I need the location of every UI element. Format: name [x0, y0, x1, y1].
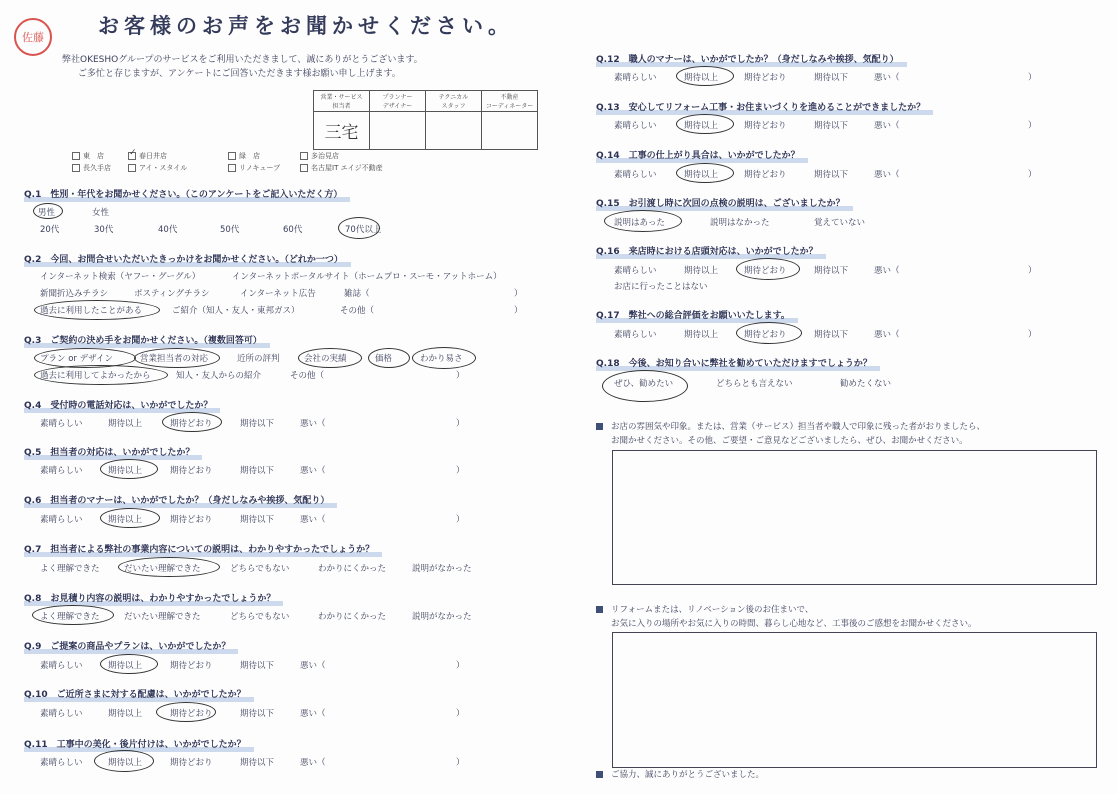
option[interactable]: 期待どおり	[170, 419, 213, 429]
option[interactable]: 悪い（	[300, 661, 326, 671]
answer-circle	[338, 217, 380, 239]
option[interactable]: わかりにくかった	[318, 612, 387, 622]
answer-circle	[156, 702, 216, 722]
question-9: Q.9 ご提案の商品やプランは、いかがでしたか？	[24, 639, 230, 652]
option: ）	[1028, 330, 1037, 340]
answer-circle	[676, 66, 734, 86]
option[interactable]: 期待どおり	[744, 73, 787, 83]
question-5: Q.5 担当者の対応は、いかがでしたか？	[24, 445, 194, 458]
option[interactable]: 期待以下	[240, 515, 275, 525]
option[interactable]: 素晴らしい	[40, 466, 83, 476]
answer-circle	[736, 258, 800, 280]
option[interactable]: 素晴らしい	[614, 266, 657, 276]
option[interactable]: 期待どおり	[744, 266, 787, 276]
option: ）	[456, 661, 465, 671]
option[interactable]: 価格	[375, 354, 393, 364]
option[interactable]: 素晴らしい	[614, 121, 657, 131]
option[interactable]: 悪い（	[874, 73, 900, 83]
question-7: Q.7 担当者による弊社の事業内容についての説明は、わかりやすかったでしょうか？	[24, 542, 374, 555]
option[interactable]: 期待以上	[684, 73, 719, 83]
option[interactable]: その他（	[340, 306, 375, 316]
handwritten-name: 三宅	[324, 123, 359, 143]
option[interactable]: 女性	[92, 208, 110, 218]
answer-circle	[736, 322, 802, 344]
page-title: お客様のお声をお聞かせください。	[98, 14, 514, 38]
store-label: 東 店	[83, 152, 104, 160]
question-12: Q.12 職人のマナーは、いかがでしたか？（身だしなみや挨拶、気配り）	[596, 52, 899, 65]
option[interactable]: 期待以上	[108, 758, 143, 768]
option[interactable]: 期待以下	[240, 419, 275, 429]
option[interactable]: 素晴らしい	[40, 758, 83, 768]
staff-header-realestate: 不動産 コーディネーター	[482, 91, 538, 112]
square-bullet-icon	[596, 771, 603, 778]
option[interactable]: どちらでもない	[230, 612, 290, 622]
option[interactable]: 素晴らしい	[614, 330, 657, 340]
option[interactable]: わかり易さ	[420, 354, 463, 364]
staff-realestate-cell[interactable]	[482, 112, 538, 150]
option[interactable]: 期待どおり	[170, 709, 213, 719]
option[interactable]: 営業担当者の対応	[140, 354, 209, 364]
comment-prompt-1: お店の雰囲気や印象。または、営業（サービス）担当者や職人で印象に残った者がおりましたら、 お聞かせください。その他、ご要望・ご意見などございましたら、ぜひ、お聞かせください。	[596, 420, 985, 448]
answer-circle	[100, 508, 160, 528]
answer-circle	[34, 365, 168, 385]
option[interactable]: ポスティングチラシ	[134, 289, 210, 299]
staff-header-technical: テクニカル スタッフ	[426, 91, 482, 112]
answer-circle	[34, 300, 160, 320]
answer-circle	[100, 459, 158, 479]
store-label: 春日井店	[139, 152, 167, 160]
option[interactable]: 素晴らしい	[614, 170, 657, 180]
answer-circle	[94, 750, 154, 772]
question-15: Q.15 お引渡し時に次回の点検の説明は、ございましたか？	[596, 196, 845, 209]
option[interactable]: 期待どおり	[170, 758, 213, 768]
option[interactable]: 過去に利用したことがある	[40, 306, 143, 316]
answer-circle	[676, 163, 734, 183]
option[interactable]: 過去に利用してよかったから	[40, 371, 151, 381]
square-bullet-icon	[596, 606, 603, 613]
option[interactable]: ぜひ、勧めたい	[614, 379, 674, 389]
option[interactable]: プラン or デザイン	[40, 354, 114, 364]
staff-header-planner: プランナー デザイナー	[370, 91, 426, 112]
option[interactable]: 素晴らしい	[40, 709, 83, 719]
option[interactable]: よく理解できた	[40, 564, 100, 574]
option[interactable]: 期待以上	[108, 466, 143, 476]
comment-box-2[interactable]	[612, 632, 1097, 768]
option[interactable]: 悪い（	[300, 515, 326, 525]
option[interactable]: 期待以上	[108, 661, 143, 671]
option[interactable]: 悪い（	[300, 709, 326, 719]
answer-circle	[118, 557, 220, 577]
option[interactable]: 70代以上	[345, 225, 382, 235]
answer-circle	[412, 347, 476, 369]
option[interactable]: インターネット広告	[240, 289, 316, 299]
option[interactable]: 期待以上	[684, 266, 719, 276]
square-bullet-icon	[596, 423, 603, 430]
option[interactable]: 期待以下	[814, 73, 849, 83]
option[interactable]: 期待以上	[684, 121, 719, 131]
store-label: 緑 店	[239, 152, 260, 160]
question-17: Q.17 弊社への総合評価をお願いいたします。	[596, 308, 790, 321]
option[interactable]: 素晴らしい	[40, 515, 83, 525]
option[interactable]: 50代	[220, 225, 240, 235]
staff-header-sales: 営業・サービス 担当者	[314, 91, 370, 112]
question-6: Q.6 担当者のマナーは、いかがでしたか？（身だしなみや挨拶、気配り）	[24, 493, 329, 506]
option: ）	[1028, 170, 1037, 180]
option[interactable]: インターネットポータルサイト（ホームプロ・スーモ・アットホーム）	[232, 272, 502, 282]
question-14: Q.14 工事の仕上がり具合は、いかがでしたか？	[596, 148, 800, 161]
question-13: Q.13 安心してリフォーム工事・お住まいづくりを進めることができましたか？	[596, 100, 925, 113]
option[interactable]: 期待どおり	[744, 121, 787, 131]
question-18: Q.18 今後、お知り合いに弊社を勧めていただけますでしょうか？	[596, 356, 872, 369]
option[interactable]: 期待以下	[814, 170, 849, 180]
store-checkbox[interactable]	[300, 163, 383, 173]
option[interactable]: 悪い（	[874, 121, 900, 131]
option[interactable]: 悪い（	[300, 758, 326, 768]
option[interactable]: 30代	[94, 225, 114, 235]
option[interactable]: 期待以上	[108, 515, 143, 525]
option[interactable]: 説明はあった	[614, 218, 665, 228]
option[interactable]: 期待以下	[240, 758, 275, 768]
option[interactable]: 期待以上	[684, 170, 719, 180]
option[interactable]: 40代	[158, 225, 178, 235]
store-checkbox[interactable]	[228, 163, 280, 173]
question-3: Q.3 ご契約の決め手をお聞かせください。（複数回答可）	[24, 333, 262, 346]
option[interactable]: 悪い（	[874, 170, 900, 180]
option[interactable]: 60代	[283, 225, 303, 235]
option: ）	[456, 419, 465, 429]
closing-message: ご協力、誠にありがとうございました。	[596, 768, 764, 782]
option[interactable]: 期待以上	[108, 419, 143, 429]
option[interactable]: 期待以下	[240, 709, 275, 719]
option[interactable]: 男性	[38, 208, 56, 218]
option[interactable]: 期待どおり	[744, 170, 787, 180]
question-4: Q.4 受付時の電話対応は、いかがでしたか？	[24, 398, 212, 411]
option[interactable]: 期待以下	[814, 121, 849, 131]
staff-table	[313, 90, 538, 150]
question-11: Q.11 工事中の美化・後片付けは、いかがでしたか？	[24, 737, 246, 750]
answer-circle	[602, 370, 688, 402]
seal-stamp: 佐藤	[14, 18, 52, 56]
option[interactable]: 説明がなかった	[412, 612, 472, 622]
option[interactable]: 雑誌（	[344, 289, 370, 299]
option[interactable]: わかりにくかった	[318, 564, 387, 574]
option[interactable]: お店に行ったことはない	[614, 282, 708, 292]
option: ）	[1028, 266, 1037, 276]
store-checkbox[interactable]: ✓ 春日井店	[129, 148, 167, 160]
option[interactable]: 期待以下	[814, 266, 849, 276]
option[interactable]: よく理解できた	[40, 612, 100, 622]
option[interactable]: 期待以下	[240, 661, 275, 671]
intro-line-1: 弊社OKESHOグループのサービスをご利用いただきまして、誠にありがとうございます。	[62, 55, 423, 65]
option[interactable]: 20代	[40, 225, 60, 235]
option[interactable]: 説明はなかった	[710, 218, 770, 228]
option[interactable]: 悪い（	[874, 330, 900, 340]
option[interactable]: 素晴らしい	[614, 73, 657, 83]
option[interactable]: 説明がなかった	[412, 564, 472, 574]
option[interactable]: 期待どおり	[744, 330, 787, 340]
option[interactable]: 期待以下	[814, 330, 849, 340]
answer-circle	[162, 412, 222, 432]
option[interactable]: だいたい理解できた	[124, 564, 201, 574]
option: ）	[456, 758, 465, 768]
question-2: Q.2 今回、お問合せいただいたきっかけをお聞かせください。（どれか一つ）	[24, 252, 343, 265]
option[interactable]: 期待以上	[684, 330, 719, 340]
option[interactable]: 勧めたくない	[840, 379, 892, 389]
answer-circle	[100, 654, 158, 674]
answer-circle	[676, 114, 734, 134]
option[interactable]: 素晴らしい	[40, 661, 83, 671]
store-label: アイ・スタイル	[139, 164, 188, 172]
store-label: 名古屋IT エイジ不動産	[311, 164, 383, 172]
option[interactable]: その他（	[290, 371, 325, 381]
answer-circle	[32, 605, 114, 625]
option[interactable]: 期待以上	[108, 709, 143, 719]
comment-prompt-2: リフォームまたは、リノベーション後のお住まいで、 お気に入りの場所やお気に入りの時間、暮らし心地など、工事後のご感想をお聞かせください。	[596, 603, 977, 631]
option[interactable]: ご紹介（知人・友人・東邦ガス）	[172, 306, 300, 316]
option: ）	[1028, 73, 1037, 83]
staff-technical-cell[interactable]	[426, 112, 482, 150]
option[interactable]: 素晴らしい	[40, 419, 83, 429]
option[interactable]: インターネット検索（ヤフー・グーグル）	[40, 272, 201, 282]
option: ）	[456, 515, 465, 525]
option[interactable]: 悪い（	[874, 266, 900, 276]
option[interactable]: 期待以下	[240, 466, 275, 476]
option[interactable]: どちらでもない	[230, 564, 290, 574]
option[interactable]: 期待どおり	[170, 661, 213, 671]
store-checkbox[interactable]	[300, 151, 339, 161]
option[interactable]: 近所の評判	[237, 354, 280, 364]
store-checkbox[interactable]	[228, 151, 260, 161]
question-8: Q.8 お見積り内容の説明は、わかりやすかったでしょうか？	[24, 591, 275, 604]
staff-planner-cell[interactable]	[370, 112, 426, 150]
question-16: Q.16 来店時における店頭対応は、いかがでしたか？	[596, 244, 818, 257]
option[interactable]: 悪い（	[300, 419, 326, 429]
answer-circle	[298, 348, 362, 368]
intro-line-2: ご多忙と存じますが、アンケートにご回答いただきます様お願い申し上げます。	[78, 69, 401, 79]
option: ）	[514, 289, 523, 299]
option: ）	[514, 306, 523, 316]
option[interactable]: 悪い（	[300, 466, 326, 476]
option[interactable]: 知人・友人からの紹介	[176, 371, 262, 381]
option[interactable]: だいたい理解できた	[124, 612, 201, 622]
option: ）	[456, 371, 465, 381]
answer-circle	[33, 203, 63, 219]
question-10: Q.10 ご近所さまに対する配慮は、いかがでしたか？	[24, 687, 246, 700]
store-checkbox[interactable]	[72, 163, 111, 173]
store-label: 多治見店	[311, 152, 339, 160]
staff-sales-name[interactable]	[314, 112, 370, 150]
comment-box-1[interactable]	[612, 450, 1097, 585]
option[interactable]: 会社の実績	[304, 354, 347, 364]
option: ）	[1028, 121, 1037, 131]
option: ）	[456, 709, 465, 719]
answer-circle	[368, 348, 410, 368]
option[interactable]: 期待どおり	[170, 466, 213, 476]
answer-circle	[134, 348, 220, 368]
store-checkbox[interactable]	[128, 163, 187, 173]
store-checkbox[interactable]	[72, 151, 104, 161]
option: ）	[456, 466, 465, 476]
answer-circle	[604, 210, 682, 232]
store-label: リノキューブ	[239, 164, 281, 172]
option[interactable]: 期待どおり	[170, 515, 213, 525]
question-1: Q.1 性別・年代をお聞かせください。（このアンケートをご記入いただく方）	[24, 187, 342, 200]
option[interactable]: どちらとも言えない	[716, 379, 793, 389]
option[interactable]: 覚えていない	[814, 218, 866, 228]
store-label: 長久手店	[83, 164, 111, 172]
option[interactable]: 新聞折込みチラシ	[40, 289, 109, 299]
